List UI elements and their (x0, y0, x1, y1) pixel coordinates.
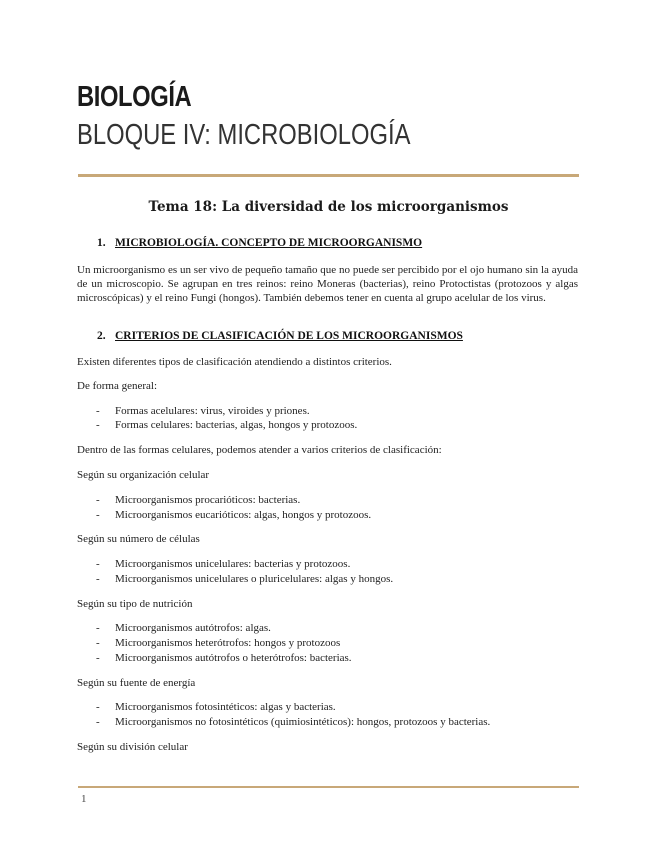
list-item: - Microorganismos unicelulares: bacterias y protozoos. (96, 558, 351, 570)
section-1-number: 1. (97, 237, 106, 249)
section-1-paragraph: Un microorganismo es un ser vivo de pequeño tamaño que no puede ser percibido por el ojo humano sin la ayuda de un microscopio. Se agrupan en tres reinos: reino Moneras (bacterias), reino Protoctistas (protozoos y algas microscópicas) y el reino Fungi (hongos). También debemos tener en cuenta al grupo acelular de los virus. (77, 264, 578, 305)
document-subtitle: BLOQUE IV: MICROBIOLOGÍA (77, 119, 411, 151)
num-label: Según su número de células (77, 533, 200, 545)
section-1-title: MICROBIOLOGÍA. CONCEPTO DE MICROORGANISMO (115, 237, 423, 249)
general-label: De forma general: (77, 380, 158, 392)
header-divider (78, 174, 579, 177)
document-title: BIOLOGÍA (77, 81, 192, 113)
list-item: - Microorganismos eucarióticos: algas, hongos y protozoos. (96, 509, 372, 521)
list-item: - Microorganismos heterótrofos: hongos y protozoos (96, 637, 341, 649)
list-item: - Formas acelulares: virus, viroides y priones. (96, 405, 310, 417)
list-item: - Formas celulares: bacterias, algas, hongos y protozoos. (96, 419, 358, 431)
footer-divider (78, 786, 579, 788)
energy-label: Según su fuente de energía (77, 677, 196, 689)
org-label: Según su organización celular (77, 469, 210, 481)
list-item: - Microorganismos procarióticos: bacterias. (96, 494, 301, 506)
section-2-number: 2. (97, 330, 106, 342)
list-item: - Microorganismos fotosintéticos: algas y bacterias. (96, 701, 336, 713)
section-2-title: CRITERIOS DE CLASIFICACIÓN DE LOS MICROORGANISMOS (115, 330, 463, 342)
section-2-intro: Existen diferentes tipos de clasificación atendiendo a distintos criterios. (77, 356, 392, 368)
division-label: Según su división celular (77, 741, 188, 753)
section-2-heading (97, 330, 463, 342)
list-item: - Microorganismos autótrofos: algas. (96, 622, 271, 634)
list-item: - Microorganismos autótrofos o heterótrofos: bacterias. (96, 652, 352, 664)
list-item: - Microorganismos unicelulares o pluricelulares: algas y hongos. (96, 573, 394, 585)
section-1-heading (97, 237, 422, 249)
cellular-intro: Dentro de las formas celulares, podemos atender a varios criterios de clasificación: (77, 444, 442, 456)
page-number: 1 (81, 793, 87, 805)
topic-title: Tema 18: La diversidad de los microorganismos (148, 199, 509, 215)
nut-label: Según su tipo de nutrición (77, 598, 193, 610)
list-item: - Microorganismos no fotosintéticos (quimiosintéticos): hongos, protozoos y bacterias. (96, 716, 491, 728)
